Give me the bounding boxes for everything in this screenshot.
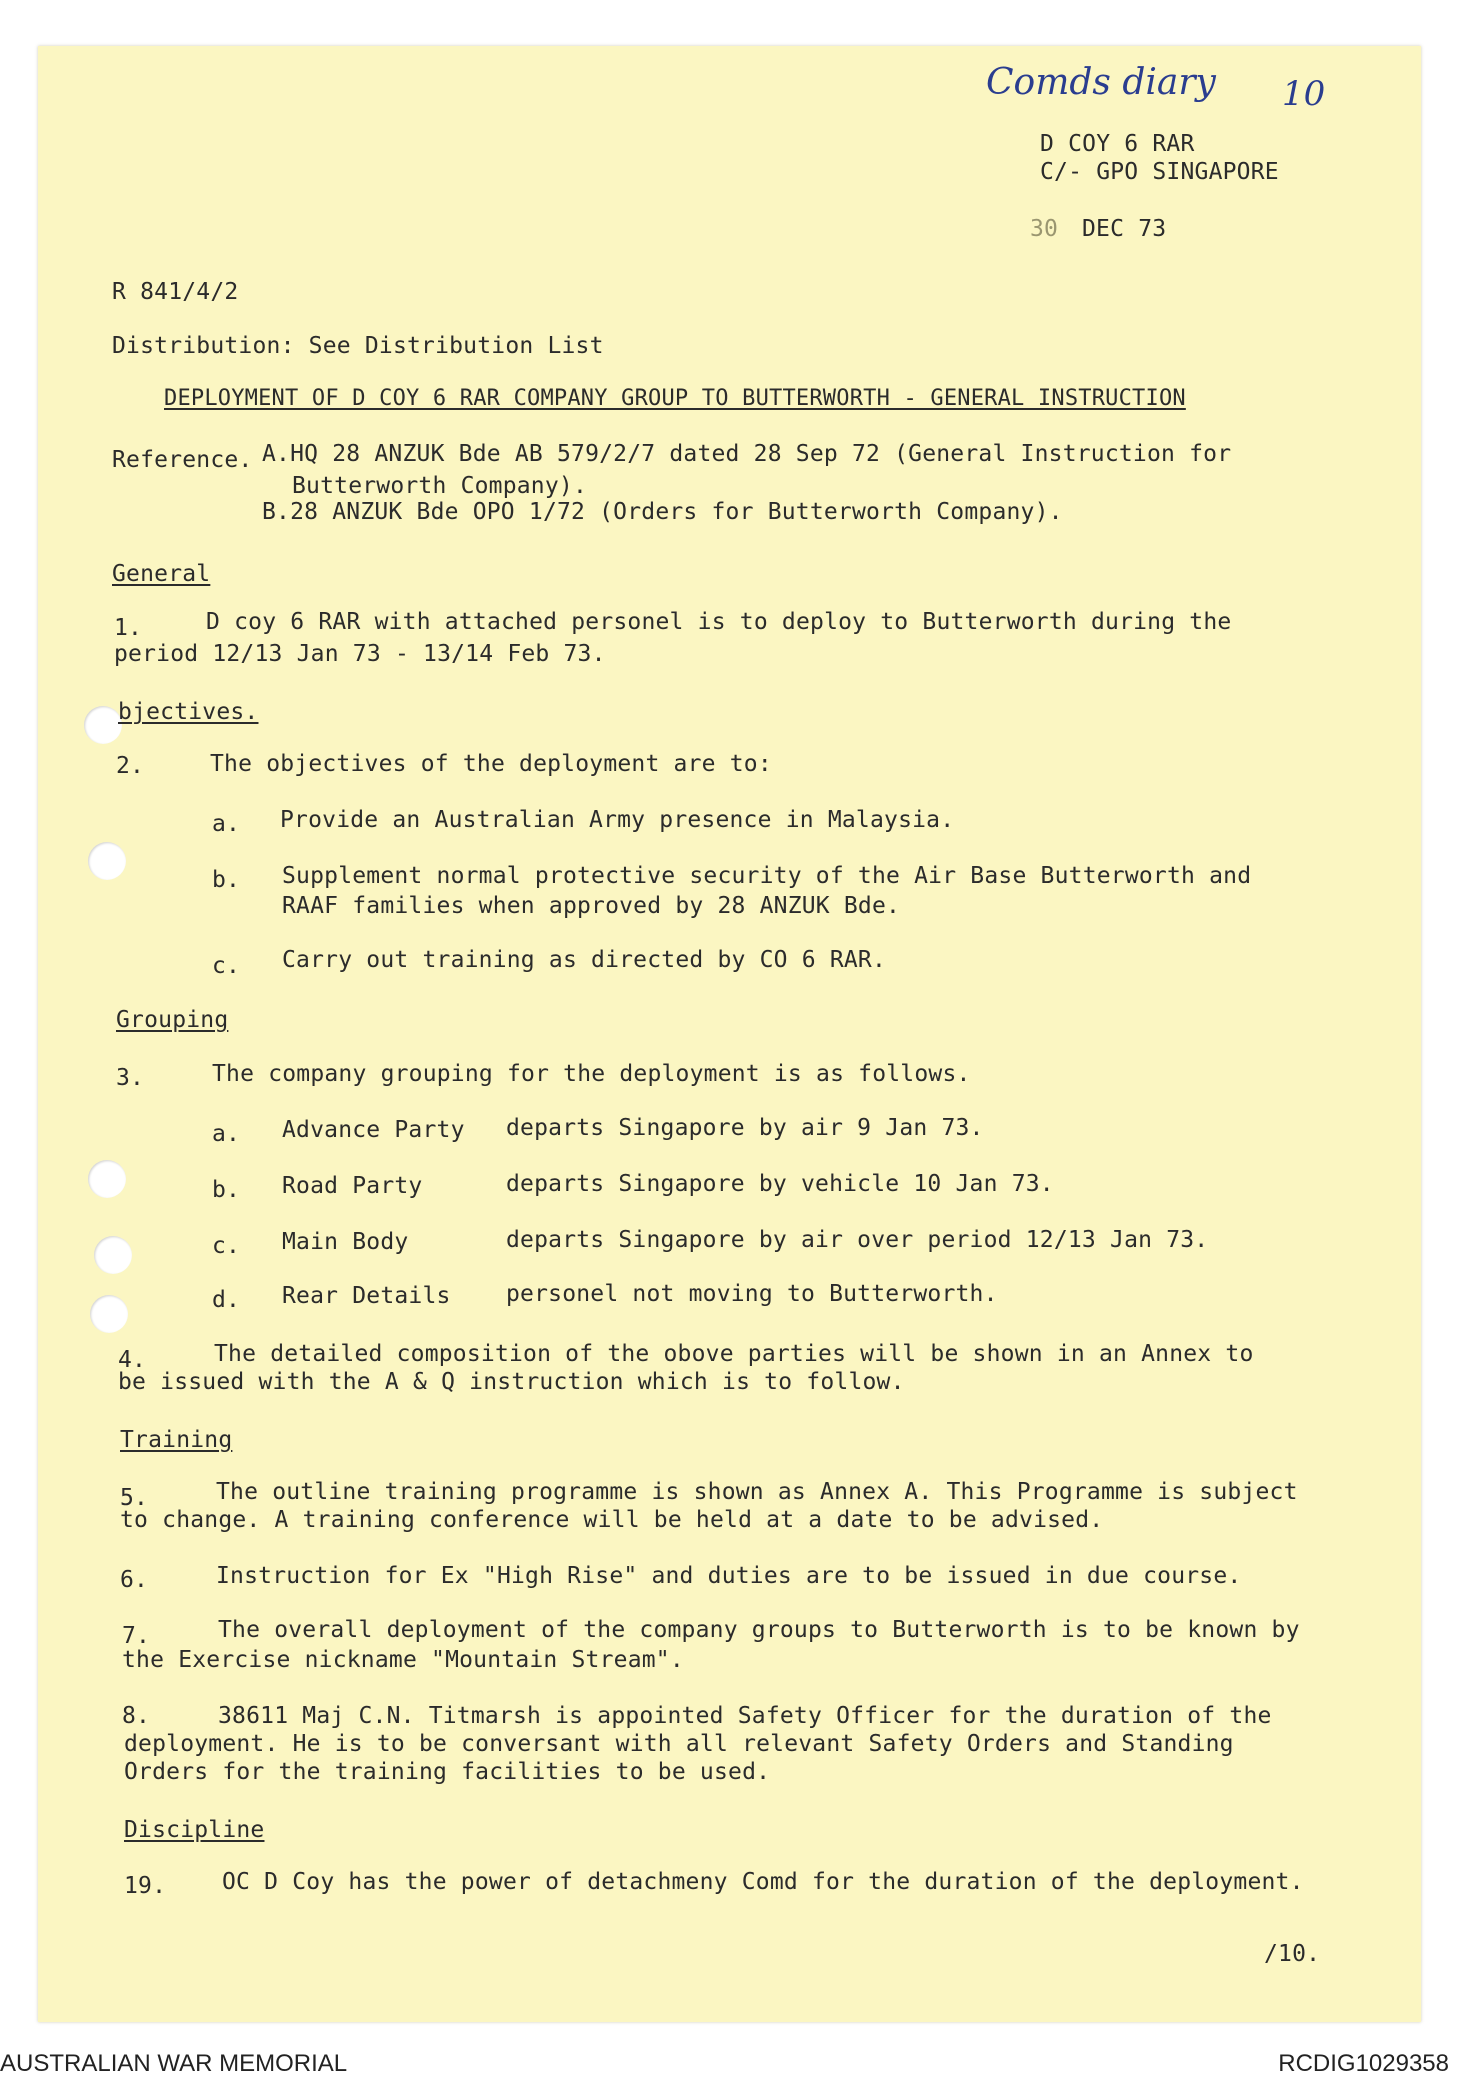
para-1-line1: D coy 6 RAR with attached personel is to deploy to Butterworth during the <box>206 609 1232 635</box>
para-number: 6. <box>120 1567 149 1593</box>
party-name: Road Party <box>282 1173 423 1199</box>
para-number: 4. <box>118 1347 147 1373</box>
handwritten-page-number: 10 <box>1282 74 1326 114</box>
reference-label: Reference. <box>112 447 253 473</box>
para-7-line2: the Exercise nickname "Mountain Stream". <box>122 1647 684 1673</box>
party-desc: personel not moving to Butterworth. <box>506 1281 998 1307</box>
sub-letter: b. <box>212 1177 241 1203</box>
date-line: DEC 73 <box>1082 216 1167 242</box>
punch-hole <box>94 1236 132 1274</box>
punch-hole <box>84 706 122 744</box>
sub-letter: a. <box>212 1121 241 1147</box>
para-4-line1: The detailed composition of the obove parties will be shown in an Annex to <box>214 1341 1254 1367</box>
para-6-text: Instruction for Ex "High Rise" and duties are to be issued in due course. <box>216 1563 1242 1589</box>
footer-record-id: RCDIG1029358 <box>1278 2050 1449 2077</box>
para-number: 5. <box>120 1485 149 1511</box>
para-8-line2: deployment. He is to be conversant with all relevant Safety Orders and Standing <box>124 1731 1234 1757</box>
reference-b-line: B.28 ANZUK Bde OPO 1/72 (Orders for Butterworth Company). <box>262 499 1063 525</box>
reference-a-line1: A.HQ 28 ANZUK Bde AB 579/2/7 dated 28 Sep 72 (General Instruction for <box>262 441 1232 467</box>
party-desc: departs Singapore by air 9 Jan 73. <box>506 1115 984 1141</box>
para-7-line1: The overall deployment of the company groups to Butterworth is to be known by <box>218 1617 1300 1643</box>
file-reference: R 841/4/2 <box>112 279 239 305</box>
para-number: 3. <box>116 1065 145 1091</box>
continuation-marker: /10. <box>1264 1941 1321 1967</box>
para-number: 1. <box>114 615 143 641</box>
unit-line: D COY 6 RAR <box>1040 131 1195 157</box>
date-day: 30 <box>1030 216 1059 242</box>
para-5-line2: to change. A training conference will be held at a date to be advised. <box>120 1507 1104 1533</box>
objective-a-text: Provide an Australian Army presence in Malaysia. <box>280 807 955 833</box>
punch-hole <box>88 1160 126 1198</box>
section-heading-general: General <box>112 561 211 587</box>
para-1-line2: period 12/13 Jan 73 - 13/14 Feb 73. <box>114 641 606 667</box>
section-heading-training: Training <box>120 1427 233 1453</box>
footer-archive-name: AUSTRALIAN WAR MEMORIAL <box>0 2050 348 2077</box>
sub-letter: d. <box>212 1287 241 1313</box>
party-desc: departs Singapore by vehicle 10 Jan 73. <box>506 1171 1054 1197</box>
objective-b-line2: RAAF families when approved by 28 ANZUK Bde. <box>282 893 901 919</box>
para-number: 19. <box>124 1873 167 1899</box>
para-number: 8. <box>122 1703 151 1729</box>
party-name: Main Body <box>282 1229 409 1255</box>
document-title: DEPLOYMENT OF D COY 6 RAR COMPANY GROUP TO BUTTERWORTH - GENERAL INSTRUCTION <box>164 386 1186 411</box>
para-4-line2: be issued with the A & Q instruction which is to follow. <box>118 1369 905 1395</box>
para-9-text: OC D Coy has the power of detachmeny Comd for the duration of the deployment. <box>222 1869 1304 1895</box>
party-name: Rear Details <box>282 1283 451 1309</box>
party-name: Advance Party <box>282 1117 465 1143</box>
section-heading-grouping: Grouping <box>116 1007 229 1033</box>
objective-c-text: Carry out training as directed by CO 6 RAR. <box>282 947 887 973</box>
para-3-text: The company grouping for the deployment is as follows. <box>212 1061 971 1087</box>
punch-hole <box>88 842 126 880</box>
objective-b-line1: Supplement normal protective security of the Air Base Butterworth and <box>282 863 1252 889</box>
para-5-line1: The outline training programme is shown as Annex A. This Programme is subject <box>216 1479 1298 1505</box>
para-number: 7. <box>122 1623 151 1649</box>
party-desc: departs Singapore by air over period 12/13 Jan 73. <box>506 1227 1209 1253</box>
distribution-line: Distribution: See Distribution List <box>112 333 604 359</box>
para-8-line1: 38611 Maj C.N. Titmarsh is appointed Safety Officer for the duration of the <box>218 1703 1272 1729</box>
address-line: C/- GPO SINGAPORE <box>1040 159 1279 185</box>
section-heading-discipline: Discipline <box>124 1817 265 1843</box>
punch-hole <box>90 1295 128 1333</box>
para-number: 2. <box>116 753 145 779</box>
sub-letter: c. <box>212 953 241 979</box>
sub-letter: b. <box>212 867 241 893</box>
handwritten-note: Comds diary <box>986 62 1216 103</box>
sub-letter: c. <box>212 1233 241 1259</box>
para-2-text: The objectives of the deployment are to: <box>210 751 772 777</box>
reference-a-line2: Butterworth Company). <box>292 473 587 499</box>
para-8-line3: Orders for the training facilities to be used. <box>124 1759 771 1785</box>
sub-letter: a. <box>212 811 241 837</box>
section-heading-objectives: bjectives. <box>118 699 259 725</box>
